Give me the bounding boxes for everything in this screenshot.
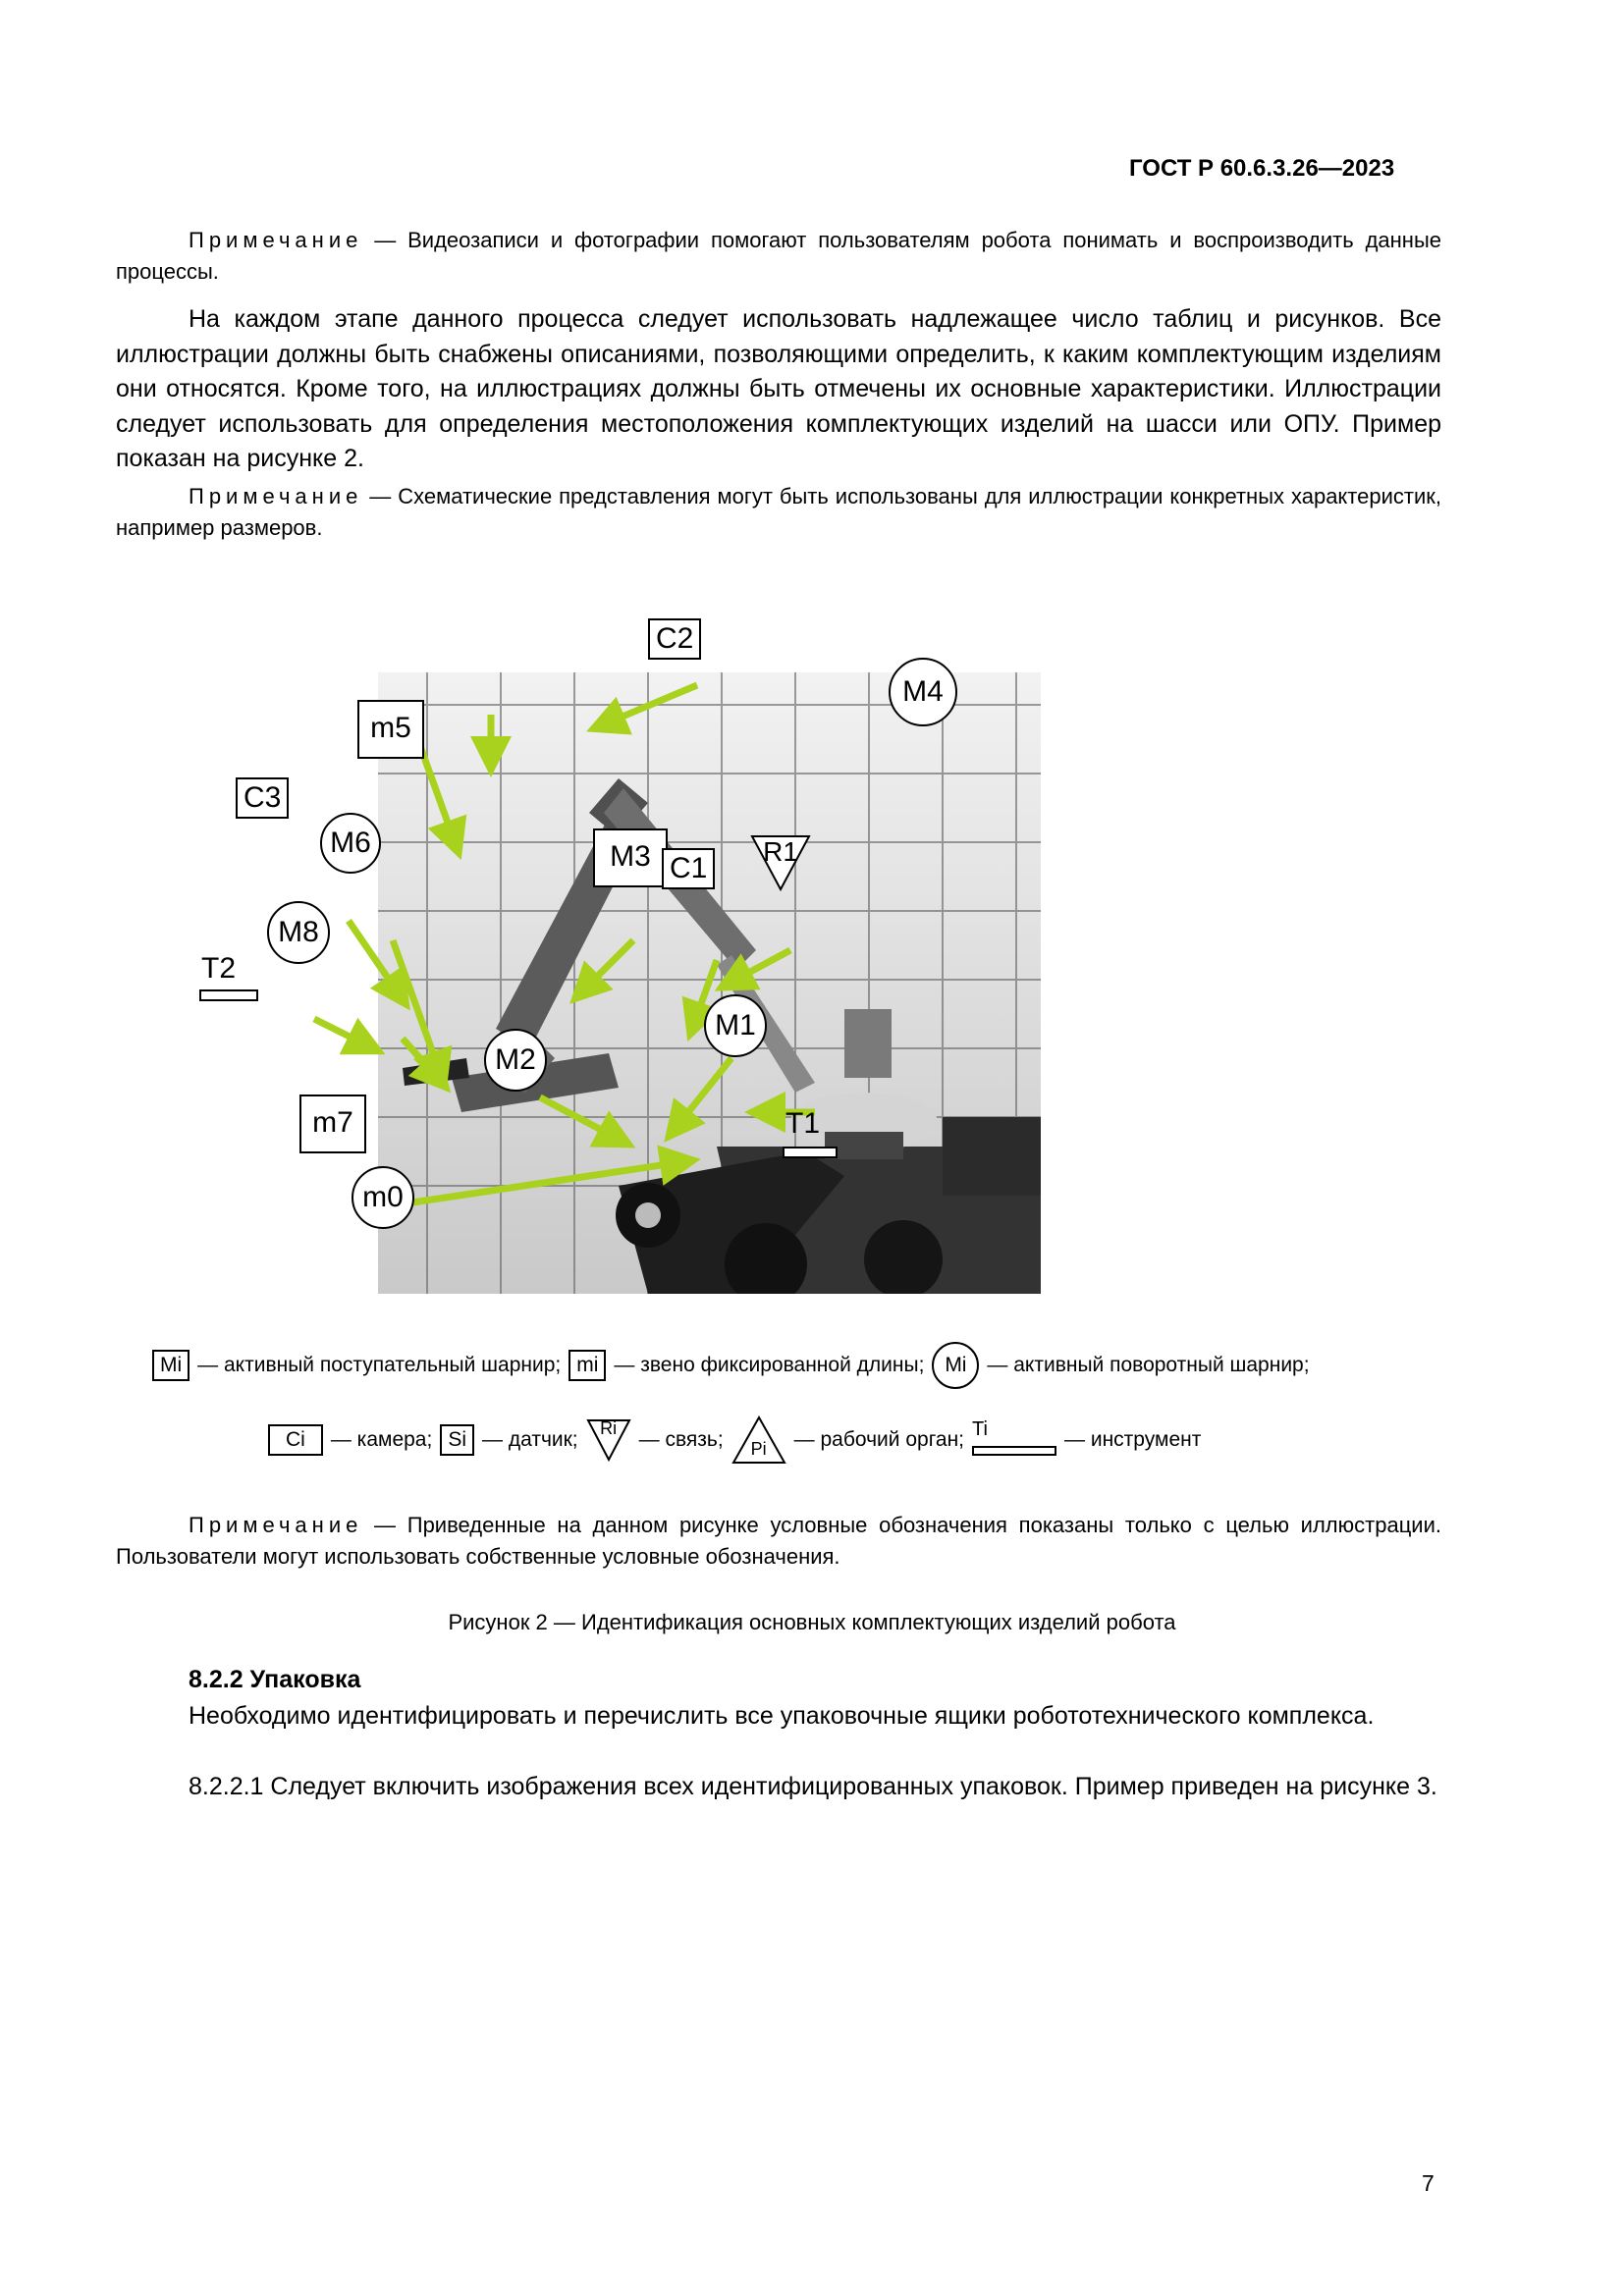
label-r1: R1 — [763, 836, 798, 867]
label-c1: C1 — [662, 848, 715, 889]
label-c3: C3 — [236, 777, 289, 819]
legend-mi-lower-desc: — звено фиксированной длины; — [614, 1354, 925, 1376]
legend-si-desc: — датчик; — [482, 1428, 578, 1451]
section-paragraph-1: Необходимо идентифицировать и перечислить все упаковочные ящики робототехнического комплекса. — [189, 1702, 1375, 1730]
label-m5: m5 — [357, 700, 424, 759]
legend-mi-upper-box: Mi — [152, 1350, 189, 1381]
legend-ti-label: Ti — [972, 1418, 988, 1440]
section-paragraph-2: 8.2.2.1 Следует включить изображения всех идентифицированных упаковок. Пример приведен на рисунке 3. — [189, 1773, 1437, 1800]
legend-row-2 — [268, 1415, 1201, 1465]
label-m6: M6 — [320, 813, 381, 874]
ti-bar — [972, 1446, 1056, 1456]
t2-bar — [199, 989, 258, 1001]
note-label: Примечание — [189, 228, 363, 252]
document-code: ГОСТ Р 60.6.3.26—2023 — [1129, 155, 1395, 182]
label-m2: M2 — [484, 1029, 547, 1092]
figure-caption: Рисунок 2 — Идентификация основных комплектующих изделий робота — [448, 1610, 1176, 1634]
legend-pi-triangle — [731, 1415, 786, 1465]
note-text: — Схематические представления могут быть использованы для иллюстрации конкретных характеристик, например размеров. — [116, 484, 1441, 540]
label-m7: m7 — [299, 1095, 366, 1153]
t1-bar — [783, 1147, 838, 1158]
label-m4: M4 — [889, 658, 957, 726]
label-m8: M8 — [267, 901, 330, 964]
label-m3: M3 — [593, 828, 668, 887]
note-1 — [116, 225, 1441, 288]
legend-si-box: Si — [440, 1424, 474, 1456]
section-heading: 8.2.2 Упаковка — [189, 1666, 361, 1693]
page-number: 7 — [1422, 2170, 1435, 2196]
label-c2: C2 — [648, 618, 701, 660]
legend-ri-desc: — связь; — [638, 1428, 724, 1451]
legend-mi-lower-box: mi — [568, 1350, 606, 1381]
robot-figure — [201, 616, 1139, 1299]
legend-pi-desc: — рабочий орган; — [793, 1428, 965, 1451]
legend-ri-triangle — [586, 1418, 631, 1462]
label-m1: M1 — [704, 994, 767, 1057]
legend-mi-upper-desc: — активный поступательный шарнир; — [197, 1354, 562, 1376]
legend-row-1 — [152, 1342, 1310, 1389]
paragraph-illustrations: На каждом этапе данного процесса следует использовать надлежащее число таблиц и рисунков. Все иллюстрации должны быть снабжены описаниями, позволяющими определить, к каким комплектующим изделиям они относятся. Кроме того, на иллюстрациях должны быть отмечены их основные характеристики. Иллюстрации следует использовать для определения местоположения комплектующих изделий на шасси или ОПУ. Пример показан на рисунке 2. — [116, 305, 1441, 472]
label-m0: m0 — [352, 1166, 414, 1229]
legend-mi-circle-desc: — активный поворотный шарнир; — [987, 1354, 1310, 1376]
note-label: Примечание — [189, 484, 363, 508]
label-r1-triangle — [750, 834, 811, 896]
legend-ci-box: Ci — [268, 1424, 323, 1456]
note-text: — Приведенные на данном рисунке условные обозначения показаны только с целью иллюстрации. Пользователи могут использовать собственные условные обозначения. — [116, 1513, 1441, 1569]
note-3 — [116, 1510, 1441, 1573]
note-text: — Видеозаписи и фотографии помогают пользователям робота понимать и воспроизводить данные процессы. — [116, 228, 1441, 284]
legend-ti-desc: — инструмент — [1064, 1428, 1202, 1451]
note-2 — [116, 481, 1441, 544]
legend-ci-desc: — камера; — [330, 1428, 433, 1451]
legend-ti-symbol — [972, 1418, 1056, 1462]
note-label: Примечание — [189, 1513, 363, 1537]
legend-mi-circle: Mi — [932, 1342, 979, 1389]
legend-pi-label: Pi — [750, 1439, 767, 1459]
label-t1: T1 — [785, 1107, 821, 1140]
label-t2: T2 — [201, 952, 237, 985]
legend-ri-label: Ri — [600, 1418, 618, 1438]
